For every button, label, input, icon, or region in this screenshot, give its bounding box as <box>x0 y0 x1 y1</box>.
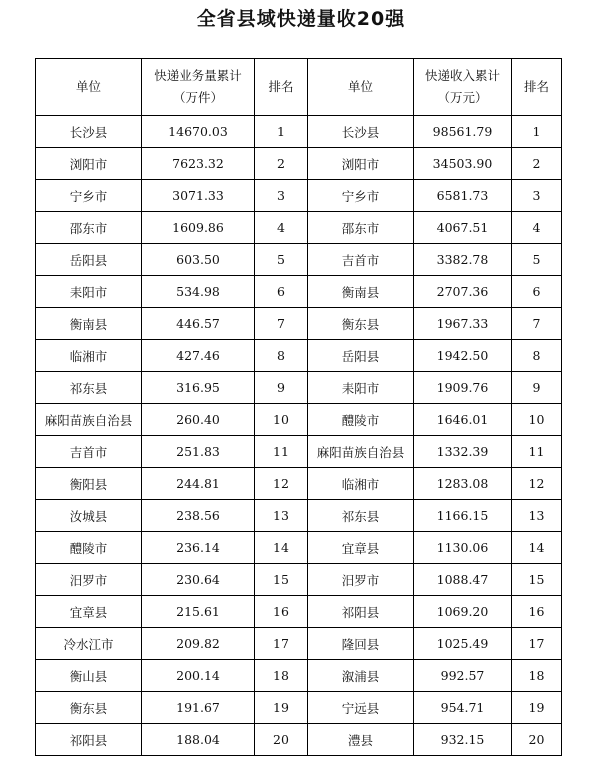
table-row <box>36 276 562 308</box>
unit-income-cell: 宜章县 <box>308 532 414 564</box>
income-rank-cell: 3 <box>512 180 562 212</box>
volume-rank-cell: 10 <box>255 404 308 436</box>
table-row <box>36 692 562 724</box>
income-rank-cell: 12 <box>512 468 562 500</box>
income-rank-cell: 15 <box>512 564 562 596</box>
unit-income-cell: 邵东市 <box>308 212 414 244</box>
volume-cell: 534.98 <box>142 276 255 308</box>
table-row <box>36 212 562 244</box>
income-cell: 992.57 <box>414 660 512 692</box>
unit-income-cell: 长沙县 <box>308 116 414 148</box>
volume-rank-cell: 4 <box>255 212 308 244</box>
unit-income-cell: 宁乡市 <box>308 180 414 212</box>
volume-rank-cell: 1 <box>255 116 308 148</box>
volume-cell: 238.56 <box>142 500 255 532</box>
unit-volume-cell: 浏阳市 <box>36 148 142 180</box>
volume-rank-cell: 17 <box>255 628 308 660</box>
volume-cell: 251.83 <box>142 436 255 468</box>
unit-income-cell: 吉首市 <box>308 244 414 276</box>
table-row <box>36 180 562 212</box>
ranking-table <box>35 58 562 756</box>
income-cell: 6581.73 <box>414 180 512 212</box>
income-rank-cell: 16 <box>512 596 562 628</box>
unit-income-cell: 祁东县 <box>308 500 414 532</box>
volume-rank-cell: 5 <box>255 244 308 276</box>
unit-income-cell: 宁远县 <box>308 692 414 724</box>
unit-volume-cell: 衡南县 <box>36 308 142 340</box>
header-volume-unit: （万件） <box>172 90 223 105</box>
volume-cell: 316.95 <box>142 372 255 404</box>
volume-cell: 1609.86 <box>142 212 255 244</box>
income-rank-cell: 14 <box>512 532 562 564</box>
volume-rank-cell: 2 <box>255 148 308 180</box>
income-rank-cell: 7 <box>512 308 562 340</box>
table-header-row <box>36 59 562 116</box>
table-row <box>36 596 562 628</box>
table-row <box>36 532 562 564</box>
page-title: 全省县域快递量收20强 <box>196 8 406 30</box>
income-cell: 1069.20 <box>414 596 512 628</box>
unit-volume-cell: 汝城县 <box>36 500 142 532</box>
volume-cell: 427.46 <box>142 340 255 372</box>
income-rank-cell: 18 <box>512 660 562 692</box>
unit-income-cell: 浏阳市 <box>308 148 414 180</box>
header-volume <box>142 59 255 116</box>
volume-rank-cell: 13 <box>255 500 308 532</box>
volume-rank-cell: 12 <box>255 468 308 500</box>
table-row <box>36 724 562 756</box>
income-rank-cell: 9 <box>512 372 562 404</box>
unit-volume-cell: 吉首市 <box>36 436 142 468</box>
income-cell: 1130.06 <box>414 532 512 564</box>
volume-cell: 14670.03 <box>142 116 255 148</box>
income-rank-cell: 10 <box>512 404 562 436</box>
unit-income-cell: 澧县 <box>308 724 414 756</box>
income-cell: 1967.33 <box>414 308 512 340</box>
income-cell: 1646.01 <box>414 404 512 436</box>
income-cell: 4067.51 <box>414 212 512 244</box>
unit-volume-cell: 衡阳县 <box>36 468 142 500</box>
volume-rank-cell: 18 <box>255 660 308 692</box>
table-body <box>36 116 562 756</box>
income-cell: 932.15 <box>414 724 512 756</box>
volume-cell: 236.14 <box>142 532 255 564</box>
volume-cell: 446.57 <box>142 308 255 340</box>
unit-income-cell: 耒阳市 <box>308 372 414 404</box>
volume-cell: 209.82 <box>142 628 255 660</box>
volume-rank-cell: 6 <box>255 276 308 308</box>
income-rank-cell: 19 <box>512 692 562 724</box>
header-income-unit: （万元） <box>437 90 488 105</box>
unit-volume-cell: 麻阳苗族自治县 <box>36 404 142 436</box>
volume-rank-cell: 3 <box>255 180 308 212</box>
income-cell: 1942.50 <box>414 340 512 372</box>
unit-volume-cell: 耒阳市 <box>36 276 142 308</box>
table-row <box>36 372 562 404</box>
unit-volume-cell: 岳阳县 <box>36 244 142 276</box>
unit-volume-cell: 宁乡市 <box>36 180 142 212</box>
unit-income-cell: 醴陵市 <box>308 404 414 436</box>
unit-income-cell: 临湘市 <box>308 468 414 500</box>
income-cell: 98561.79 <box>414 116 512 148</box>
unit-income-cell: 汨罗市 <box>308 564 414 596</box>
volume-cell: 7623.32 <box>142 148 255 180</box>
unit-income-cell: 岳阳县 <box>308 340 414 372</box>
income-cell: 1909.76 <box>414 372 512 404</box>
header-rank-left: 排名 <box>255 59 308 116</box>
income-rank-cell: 11 <box>512 436 562 468</box>
income-rank-cell: 5 <box>512 244 562 276</box>
table-row <box>36 660 562 692</box>
unit-volume-cell: 祁东县 <box>36 372 142 404</box>
volume-rank-cell: 19 <box>255 692 308 724</box>
income-cell: 34503.90 <box>414 148 512 180</box>
table-row <box>36 500 562 532</box>
volume-rank-cell: 15 <box>255 564 308 596</box>
unit-volume-cell: 祁阳县 <box>36 724 142 756</box>
income-cell: 1166.15 <box>414 500 512 532</box>
table-row <box>36 148 562 180</box>
header-rank-right: 排名 <box>512 59 562 116</box>
income-rank-cell: 8 <box>512 340 562 372</box>
table-row <box>36 308 562 340</box>
volume-rank-cell: 11 <box>255 436 308 468</box>
header-income-label: 快递收入累计 <box>424 68 500 83</box>
income-cell: 1025.49 <box>414 628 512 660</box>
unit-volume-cell: 宜章县 <box>36 596 142 628</box>
header-unit-right: 单位 <box>308 59 414 116</box>
unit-income-cell: 衡东县 <box>308 308 414 340</box>
unit-volume-cell: 衡东县 <box>36 692 142 724</box>
income-cell: 1332.39 <box>414 436 512 468</box>
volume-rank-cell: 9 <box>255 372 308 404</box>
income-rank-cell: 17 <box>512 628 562 660</box>
header-unit-left: 单位 <box>36 59 142 116</box>
income-rank-cell: 4 <box>512 212 562 244</box>
unit-income-cell: 隆回县 <box>308 628 414 660</box>
volume-cell: 200.14 <box>142 660 255 692</box>
unit-volume-cell: 邵东市 <box>36 212 142 244</box>
volume-cell: 188.04 <box>142 724 255 756</box>
table-row <box>36 628 562 660</box>
unit-volume-cell: 汨罗市 <box>36 564 142 596</box>
volume-rank-cell: 7 <box>255 308 308 340</box>
unit-volume-cell: 醴陵市 <box>36 532 142 564</box>
table-row <box>36 436 562 468</box>
table-row <box>36 116 562 148</box>
volume-cell: 260.40 <box>142 404 255 436</box>
unit-income-cell: 衡南县 <box>308 276 414 308</box>
volume-cell: 244.81 <box>142 468 255 500</box>
volume-cell: 230.64 <box>142 564 255 596</box>
income-cell: 954.71 <box>414 692 512 724</box>
table-row <box>36 244 562 276</box>
volume-rank-cell: 16 <box>255 596 308 628</box>
income-rank-cell: 20 <box>512 724 562 756</box>
volume-rank-cell: 8 <box>255 340 308 372</box>
volume-rank-cell: 14 <box>255 532 308 564</box>
income-rank-cell: 2 <box>512 148 562 180</box>
unit-income-cell: 溆浦县 <box>308 660 414 692</box>
volume-rank-cell: 20 <box>255 724 308 756</box>
income-cell: 3382.78 <box>414 244 512 276</box>
unit-income-cell: 祁阳县 <box>308 596 414 628</box>
volume-cell: 191.67 <box>142 692 255 724</box>
table-row <box>36 404 562 436</box>
table-row <box>36 340 562 372</box>
unit-volume-cell: 衡山县 <box>36 660 142 692</box>
volume-cell: 215.61 <box>142 596 255 628</box>
income-cell: 2707.36 <box>414 276 512 308</box>
unit-volume-cell: 冷水江市 <box>36 628 142 660</box>
income-rank-cell: 6 <box>512 276 562 308</box>
volume-cell: 3071.33 <box>142 180 255 212</box>
header-volume-label: 快递业务量累计 <box>154 68 242 83</box>
table-row <box>36 468 562 500</box>
volume-cell: 603.50 <box>142 244 255 276</box>
income-cell: 1088.47 <box>414 564 512 596</box>
unit-volume-cell: 长沙县 <box>36 116 142 148</box>
table-row <box>36 564 562 596</box>
header-income <box>414 59 512 116</box>
unit-income-cell: 麻阳苗族自治县 <box>308 436 414 468</box>
income-cell: 1283.08 <box>414 468 512 500</box>
income-rank-cell: 1 <box>512 116 562 148</box>
income-rank-cell: 13 <box>512 500 562 532</box>
unit-volume-cell: 临湘市 <box>36 340 142 372</box>
